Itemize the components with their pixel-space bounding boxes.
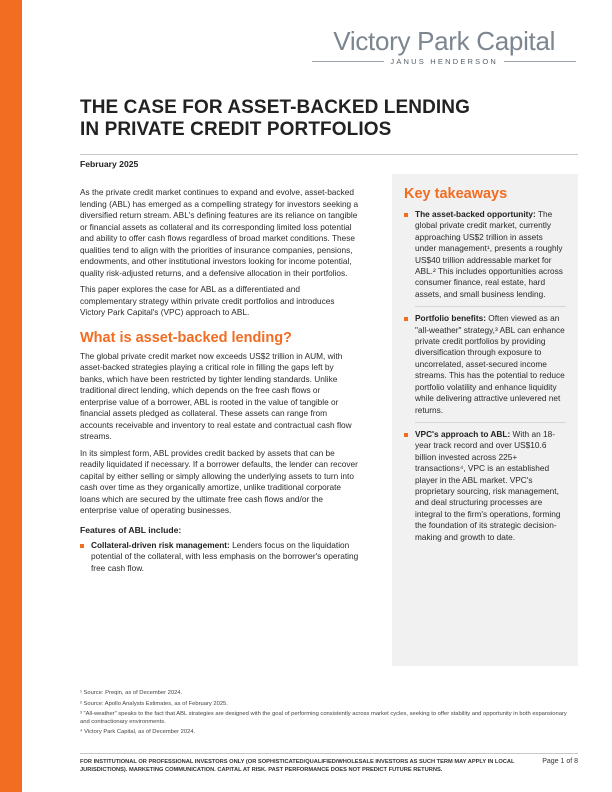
footnote-4: ⁴ Victory Park Capital, as of December 2024.	[80, 729, 196, 735]
takeaway-item	[404, 313, 566, 416]
brand-subline	[312, 57, 576, 66]
features-heading: Features of ABL include:	[80, 524, 182, 535]
page-number: Page 1 of 8	[542, 758, 578, 765]
key-takeaways-panel	[392, 174, 578, 666]
takeaway-title: Portfolio benefits:	[415, 313, 486, 324]
title-line-1: THE CASE FOR ASSET-BACKED LENDING	[80, 97, 471, 118]
takeaway-item	[404, 429, 566, 543]
footnote-2: ² Source: Apollo Analysts Estimates, as of February 2025.	[80, 700, 228, 707]
title-line-2: IN PRIVATE CREDIT PORTFOLIOS	[80, 119, 392, 140]
brand-name: Victory Park Capital	[333, 26, 556, 56]
key-takeaways-heading: Key takeaways	[404, 186, 508, 202]
bullet-square-icon	[404, 317, 408, 321]
takeaway-title: VPC's approach to ABL:	[415, 428, 511, 439]
bullet-square-icon	[404, 433, 408, 437]
footer-divider	[80, 753, 578, 754]
takeaway-item	[404, 209, 566, 300]
brand-logo	[312, 26, 576, 66]
accent-bar	[0, 0, 22, 792]
intro-paragraph-1: As the private credit market continues to expand and evolve, asset-backed lending (ABL) has emerged as a compelling strategy for investors seeking a diversified return stream. ABL's defining features are its reliance on tangible or financial assets as collateral and its corresponding limited loss potential and ability to offer cash flows regardless of broad market conditions. These qualities tend to align with the priorities of insurance companies, pensions, endowments, and other institutional investors looking for income potential, quality risk-adjusted returns, and a defensive allocation in their portfolios.	[80, 187, 359, 278]
feature-text: Lenders focus on the liquidation potential of the collateral, with less emphasis on the borrower's operating free cash flow.	[91, 539, 359, 573]
takeaway-text: With an 18-year track record and over US$10.6 billion invested across 225+ transactions⁴, VPC is an established player in the ABL market. VPC's proprietary sourcing, risk management, and deal structuring processes are integral to the firm's operations, forming the foundation of its strategic decision-making and growth to date.	[415, 428, 561, 542]
footer-disclaimer: FOR INSTITUTIONAL OR PROFESSIONAL INVESTORS ONLY (OR SOPHISTICATED/QUALIFIED/WHOLESALE INVESTORS AS SUCH TERM MAY APPLY IN LOCAL JURISDICTIONS). MARKETING COMMUNICATION. CAPITAL AT RISK. PAST PERFORMANCE DOES NOT PREDICT FUTURE RETURNS.	[80, 759, 515, 773]
feature-item	[80, 540, 359, 575]
takeaway-text: The global private credit market, currently approaching US$2 trillion in assets under management¹, presents a roughly US$40 trillion addressable market for ABL.² This includes opportunities across consumer finance, real estate, hard assets, and small business lending.	[415, 209, 563, 299]
section-paragraph-1: The global private credit market now exceeds US$2 trillion in AUM, with asset-backed strategies playing a critical role in filling the gaps left by banks, which have been restricted by tighter lending standards. Unlike traditional direct lending, which depends on the free cash flows or enterprise value of a borrower, ABL is rooted in the value of tangible or financial assets pledged as collateral. These assets can range from accounts receivable and inventory to real estate and contractual cash flow streams.	[80, 350, 352, 441]
takeaway-text: Often viewed as an "all-weather" strategy,³ ABL can enhance private credit portfolios by providing diversification through exposure to uncorrelated, asset-secured income streams. This has the potential to reduce portfolio volatility and enhance liquidity while delivering attractive unlevered net returns.	[415, 313, 565, 415]
logo-rule-left	[312, 61, 384, 62]
intro-paragraph-2: This paper explores the case for ABL as a differentiated and complementary strategy within private credit portfolios and introduces Victory Park Capital's (VPC) approach to ABL.	[80, 284, 335, 317]
brand-parent: JANUS HENDERSON	[390, 57, 498, 66]
bullet-square-icon	[80, 544, 84, 548]
section-paragraph-2: In its simplest form, ABL provides credit backed by assets that can be readily liquidated if necessary. If a borrower defaults, the lender can recover capital by either selling or simply allowing the underlying assets to turn into cash over time as they organically amortize, unlike traditional corporate loans which are secured by the ultimate free cash flows and/or the enterprise value of operating businesses.	[80, 447, 358, 515]
section-heading-abl: What is asset-backed lending?	[80, 329, 292, 346]
footnote-3: ³ "All-weather" speaks to the fact that ABL strategies are designed with the goal of performing consistently across market cycles, seeking to offer stability and opportunity in both expansionary and contractionary environments.	[80, 711, 567, 725]
takeaway-divider	[415, 306, 566, 307]
page-title	[80, 97, 530, 141]
title-divider	[80, 154, 578, 155]
logo-rule-right	[504, 61, 576, 62]
bullet-square-icon	[404, 213, 408, 217]
publish-date: February 2025	[80, 159, 139, 169]
takeaway-divider	[415, 422, 566, 423]
feature-title: Collateral-driven risk management:	[91, 539, 230, 550]
main-column	[80, 187, 359, 574]
footnotes	[80, 690, 578, 740]
footnote-1: ¹ Source: Preqin, as of December 2024.	[80, 690, 183, 696]
takeaway-title: The asset-backed opportunity:	[415, 209, 536, 219]
